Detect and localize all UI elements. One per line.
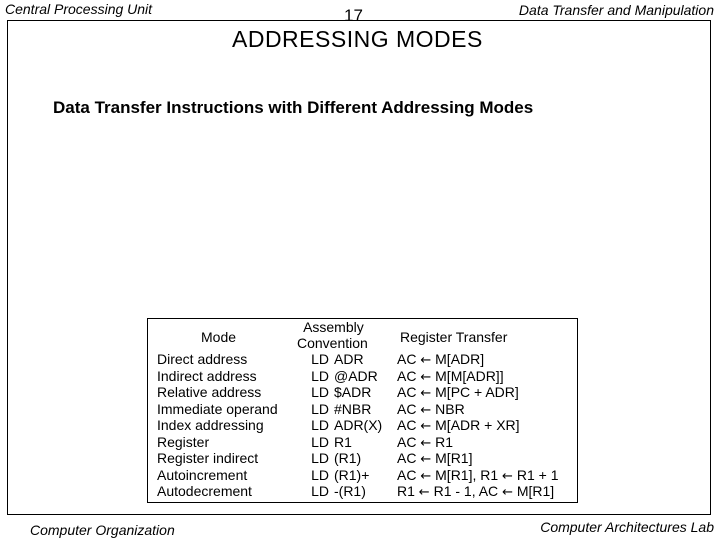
register-transfer-text: AC [397, 417, 421, 433]
left-arrow-icon: ← [420, 353, 432, 368]
table-cell-operand: $ADR [334, 384, 372, 400]
table-cell-mode: Autodecrement [157, 483, 252, 499]
register-transfer-text: M[ADR + XR] [431, 417, 520, 433]
mode-column [157, 351, 278, 500]
register-transfer-text: AC [397, 433, 421, 450]
table-cell-register-transfer [397, 368, 558, 385]
register-transfer-text: R1 [431, 433, 454, 450]
table-cell-register-transfer [397, 401, 558, 418]
register-transfer-text: R1 - 1, AC [429, 483, 503, 499]
table-cell-opcode: LD [311, 450, 329, 466]
left-arrow-icon: ← [420, 386, 432, 401]
register-transfer-text: AC [397, 367, 421, 384]
table-cell-operand: ADR [334, 351, 364, 367]
left-arrow-icon: ← [420, 468, 432, 484]
table-cell-operand: ADR(X) [334, 417, 383, 433]
table-cell-operand: (R1) [334, 450, 362, 466]
register-transfer-text: M[PC + ADR] [431, 384, 519, 400]
table-cell-opcode: LD [311, 417, 329, 433]
table-cell-operand: -(R1) [334, 483, 366, 499]
table-cell-opcode: LD [311, 351, 329, 367]
table-cell-mode: Indirect address [157, 367, 257, 384]
table-cell-mode: Immediate operand [157, 400, 278, 417]
register-transfer-text: AC [397, 351, 421, 367]
register-transfer-text: AC [397, 450, 421, 466]
table-cell-register-transfer [397, 450, 558, 467]
header-left-text: Central Processing Unit [5, 1, 153, 17]
header-right-text: Data Transfer and Manipulation [518, 2, 714, 18]
left-arrow-icon: ← [420, 419, 432, 434]
table-cell-operand: (R1)+ [334, 466, 370, 483]
table-cell-mode: Register indirect [157, 450, 259, 466]
table-cell-operand: #NBR [334, 400, 372, 417]
left-arrow-icon: ← [418, 485, 430, 500]
footer-left-text: Computer Organization [30, 522, 175, 538]
register-transfer-text: AC [397, 384, 421, 400]
left-arrow-icon: ← [502, 485, 513, 500]
table-cell-register-transfer [397, 417, 558, 434]
left-arrow-icon: ← [420, 369, 432, 385]
table-cell-operand: @ADR [334, 367, 378, 384]
opcode-column [305, 351, 329, 500]
table-cell-opcode: LD [311, 384, 329, 400]
table-cell-register-transfer [397, 384, 558, 401]
table-cell-operand: R1 [334, 433, 352, 450]
slide-subtitle: Data Transfer Instructions with Different Addressing Modes [53, 98, 534, 117]
table-cell-opcode: LD [311, 466, 329, 483]
register-transfer-text: M[M[ADR]] [431, 367, 504, 384]
table-cell-opcode: LD [311, 483, 329, 499]
table-cell-opcode: LD [311, 433, 329, 450]
register-transfer-text: M[R1] [431, 450, 473, 466]
header-register-transfer: Register Transfer [400, 329, 508, 345]
table-cell-register-transfer [397, 434, 558, 451]
slide-title: ADDRESSING MODES [232, 26, 483, 52]
table-cell-opcode: LD [311, 400, 329, 417]
register-transfer-text: R1 [397, 483, 419, 499]
register-transfer-text: AC [397, 466, 421, 483]
table-cell-register-transfer [397, 467, 558, 484]
table-cell-mode: Register [157, 433, 210, 450]
operand-column [334, 351, 382, 500]
register-transfer-text: AC [397, 400, 421, 417]
table-cell-opcode: LD [311, 367, 329, 384]
left-arrow-icon: ← [420, 452, 432, 467]
table-cell-mode: Autoincrement [157, 466, 248, 483]
footer-right-text: Computer Architectures Lab [540, 519, 714, 535]
header-assembly-line2: Convention [297, 335, 368, 351]
register-transfer-text: M[R1], R1 [431, 466, 503, 483]
left-arrow-icon: ← [420, 402, 432, 418]
table-cell-register-transfer [397, 351, 558, 368]
table-cell-mode: Relative address [157, 384, 262, 400]
register-transfer-text: R1 + 1 [512, 466, 559, 483]
register-transfer-text: M[ADR] [431, 351, 485, 367]
table-cell-register-transfer [397, 483, 558, 500]
table-cell-mode: Index addressing [157, 417, 264, 433]
register-transfer-text: M[R1] [512, 483, 555, 499]
header-mode: Mode [201, 329, 237, 345]
register-transfer-column [397, 351, 558, 500]
left-arrow-icon: ← [502, 468, 513, 484]
header-assembly [297, 319, 368, 351]
header-assembly-line1: Assembly [303, 319, 364, 335]
left-arrow-icon: ← [420, 435, 432, 451]
table-cell-mode: Direct address [157, 351, 248, 367]
register-transfer-text: NBR [431, 400, 465, 417]
page-number: 17 [344, 6, 363, 25]
